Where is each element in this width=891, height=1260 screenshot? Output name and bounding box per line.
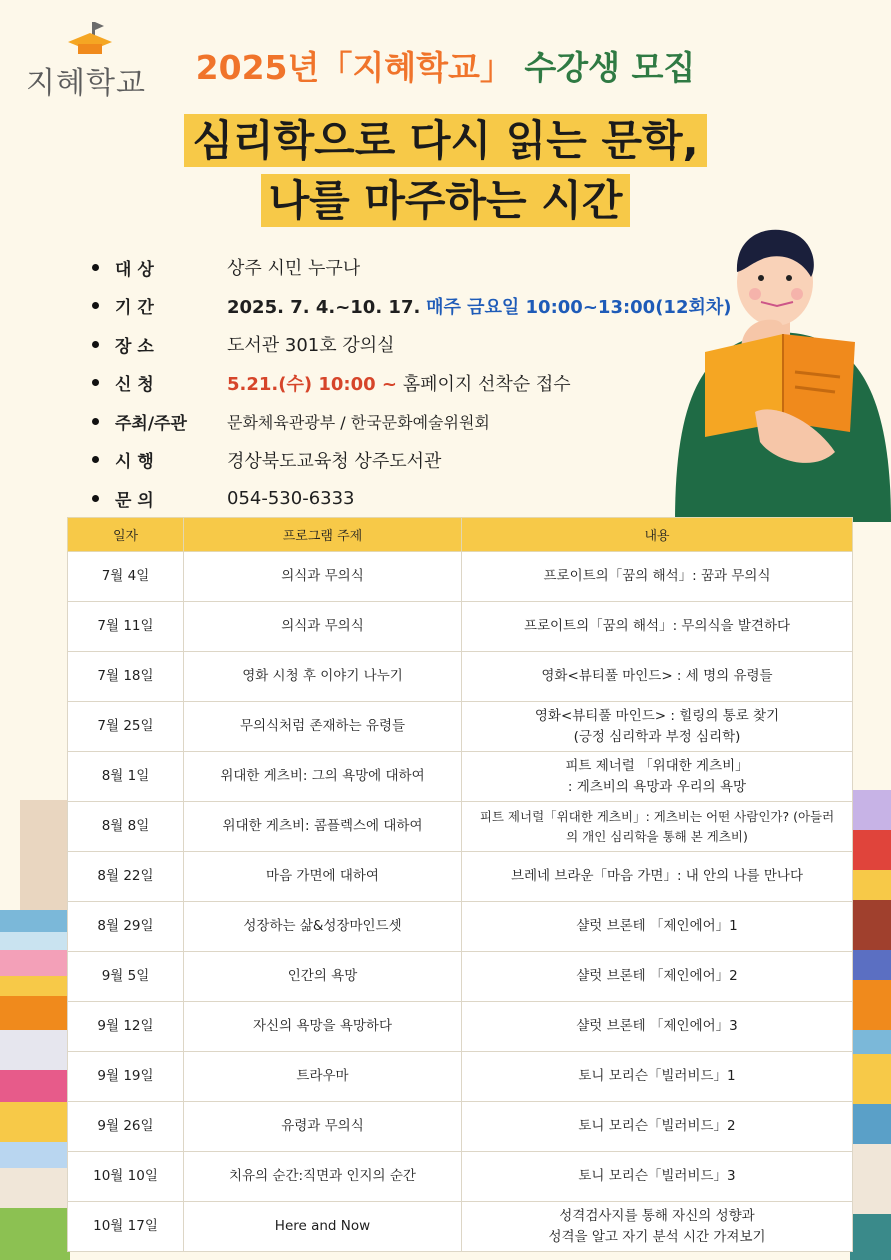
- row-content-line-1: 피트 제너럴 「위대한 게츠비」: [565, 757, 749, 774]
- row-date: 7월 25일: [68, 702, 184, 752]
- bullet: [92, 456, 99, 463]
- row-content: 프로이트의「꿈의 해석」: 무의식을 발견하다: [462, 602, 853, 652]
- bullet: [92, 264, 99, 271]
- row-content: 샬럿 브론테 「제인에어」2: [462, 952, 853, 1002]
- info-apply-date: 5.21.(수) 10:00 ~: [227, 373, 398, 395]
- schedule-table: [67, 517, 853, 1252]
- row-date: 8월 1일: [68, 752, 184, 802]
- row-topic: 의식과 무의식: [184, 552, 462, 602]
- row-topic: 성장하는 삶&성장마인드셋: [184, 902, 462, 952]
- book-stack-left-decoration: [0, 800, 70, 1260]
- table-row: [68, 852, 853, 902]
- row-content: [462, 802, 853, 852]
- bullet: [92, 495, 99, 502]
- table-row: [68, 1052, 853, 1102]
- row-content: [462, 752, 853, 802]
- book-stack-right-decoration: [850, 790, 891, 1260]
- row-topic: 위대한 게츠비: 그의 욕망에 대하여: [184, 752, 462, 802]
- row-date: 9월 19일: [68, 1052, 184, 1102]
- title-recruit: 수강생 모집: [524, 48, 696, 87]
- row-content: 브레네 브라운「마음 가면」: 내 안의 나를 만나다: [462, 852, 853, 902]
- row-date: 8월 22일: [68, 852, 184, 902]
- row-date: 9월 5일: [68, 952, 184, 1002]
- row-topic: 무의식처럼 존재하는 유령들: [184, 702, 462, 752]
- info-label: 장 소: [115, 336, 154, 357]
- info-contact: [92, 479, 712, 518]
- row-content: 샬럿 브론테 「제인에어」3: [462, 1002, 853, 1052]
- row-content: [462, 702, 853, 752]
- info-value: 2025. 7. 4.~10. 17.: [227, 296, 421, 318]
- logo-text: 지혜학교: [26, 66, 146, 101]
- info-operator: [92, 441, 712, 480]
- row-topic: 위대한 게츠비: 콤플렉스에 대하여: [184, 802, 462, 852]
- bullet: [92, 418, 99, 425]
- table-row: [68, 602, 853, 652]
- header-content: 내용: [462, 518, 853, 552]
- row-topic: 마음 가면에 대하여: [184, 852, 462, 902]
- row-topic: 인간의 욕망: [184, 952, 462, 1002]
- row-topic: 의식과 무의식: [184, 602, 462, 652]
- table-row: [68, 652, 853, 702]
- recruitment-title: [0, 42, 891, 89]
- row-topic: 유령과 무의식: [184, 1102, 462, 1152]
- info-apply: [92, 364, 712, 403]
- row-date: 10월 10일: [68, 1152, 184, 1202]
- row-content: 프로이트의「꿈의 해석」: 꿈과 무의식: [462, 552, 853, 602]
- row-content-line-1: 피트 제너럴「위대한 게츠비」: 게츠비는 어떤 사람인가? (아들러: [479, 809, 835, 825]
- row-date: 9월 12일: [68, 1002, 184, 1052]
- row-content-line-2: 성격을 알고 자기 분석 시간 가져보기: [548, 1228, 766, 1245]
- row-date: 8월 29일: [68, 902, 184, 952]
- table-row: [68, 902, 853, 952]
- row-topic: 트라우마: [184, 1052, 462, 1102]
- headline-line-2: 나를 마주하는 시간: [0, 168, 891, 228]
- row-topic: 자신의 욕망을 욕망하다: [184, 1002, 462, 1052]
- headline-line-1: 심리학으로 다시 읽는 문학,: [0, 108, 891, 168]
- table-row: [68, 802, 853, 852]
- table-row: [68, 1152, 853, 1202]
- row-date: 7월 11일: [68, 602, 184, 652]
- row-content: 토니 모리슨「빌러비드」1: [462, 1052, 853, 1102]
- header-topic: 프로그램 주제: [184, 518, 462, 552]
- row-topic: 치유의 순간:직면과 인지의 순간: [184, 1152, 462, 1202]
- table-row: [68, 702, 853, 752]
- row-content: 샬럿 브론테 「제인에어」1: [462, 902, 853, 952]
- row-content: 영화<뷰티풀 마인드> : 세 명의 유령들: [462, 652, 853, 702]
- info-label: 대 상: [115, 259, 154, 280]
- info-list: [92, 248, 732, 518]
- row-date: 10월 17일: [68, 1202, 184, 1252]
- row-content-line-2: : 게츠비의 욕망과 우리의 욕망: [567, 778, 747, 795]
- row-content-line-1: 성격검사지를 통해 자신의 성향과: [559, 1207, 755, 1224]
- header-date: 일자: [68, 518, 184, 552]
- bullet: [92, 341, 99, 348]
- bullet: [92, 379, 99, 386]
- info-value: 상주 시민 누구나: [227, 258, 361, 280]
- row-content: [462, 1202, 853, 1252]
- table-header-row: [68, 518, 853, 552]
- info-value: 054-530-6333: [227, 487, 355, 509]
- table-row: [68, 552, 853, 602]
- row-date: 9월 26일: [68, 1102, 184, 1152]
- row-content: 토니 모리슨「빌러비드」3: [462, 1152, 853, 1202]
- info-label: 주최/주관: [115, 413, 187, 434]
- row-topic: Here and Now: [184, 1202, 462, 1252]
- info-label: 신 청: [115, 375, 154, 396]
- row-date: 7월 18일: [68, 652, 184, 702]
- row-date: 7월 4일: [68, 552, 184, 602]
- row-content-line-2: (긍정 심리학과 부정 심리학): [573, 728, 741, 745]
- row-content-line-2: 의 개인 심리학을 통해 본 게츠비): [566, 828, 748, 844]
- info-value: 홈페이지 선착순 접수: [402, 373, 571, 395]
- info-place: [92, 325, 712, 364]
- bullet: [92, 302, 99, 309]
- info-label: 기 간: [115, 298, 154, 319]
- table-row: [68, 1002, 853, 1052]
- table-row: [68, 952, 853, 1002]
- info-target: [92, 248, 712, 287]
- info-label: 문 의: [115, 490, 154, 511]
- table-row: [68, 1102, 853, 1152]
- row-content: 토니 모리슨「빌러비드」2: [462, 1102, 853, 1152]
- table-row: [68, 752, 853, 802]
- row-date: 8월 8일: [68, 802, 184, 852]
- info-host: [92, 402, 712, 441]
- reading-man-illustration: [665, 222, 891, 522]
- row-content-line-1: 영화<뷰티풀 마인드> : 힐링의 통로 찾기: [534, 707, 780, 724]
- title-year: 2025년「지혜학교」: [195, 48, 513, 87]
- info-value: 도서관 301호 강의실: [227, 335, 395, 357]
- info-value: 문화체육관광부 / 한국문화예술위원회: [227, 412, 490, 432]
- info-period: [92, 287, 732, 326]
- info-value: 경상북도교육청 상주도서관: [227, 450, 442, 472]
- row-topic: 영화 시청 후 이야기 나누기: [184, 652, 462, 702]
- table-row: [68, 1202, 853, 1252]
- info-label: 시 행: [115, 452, 154, 473]
- info-schedule: 매주 금요일 10:00~13:00(12회차): [426, 296, 732, 318]
